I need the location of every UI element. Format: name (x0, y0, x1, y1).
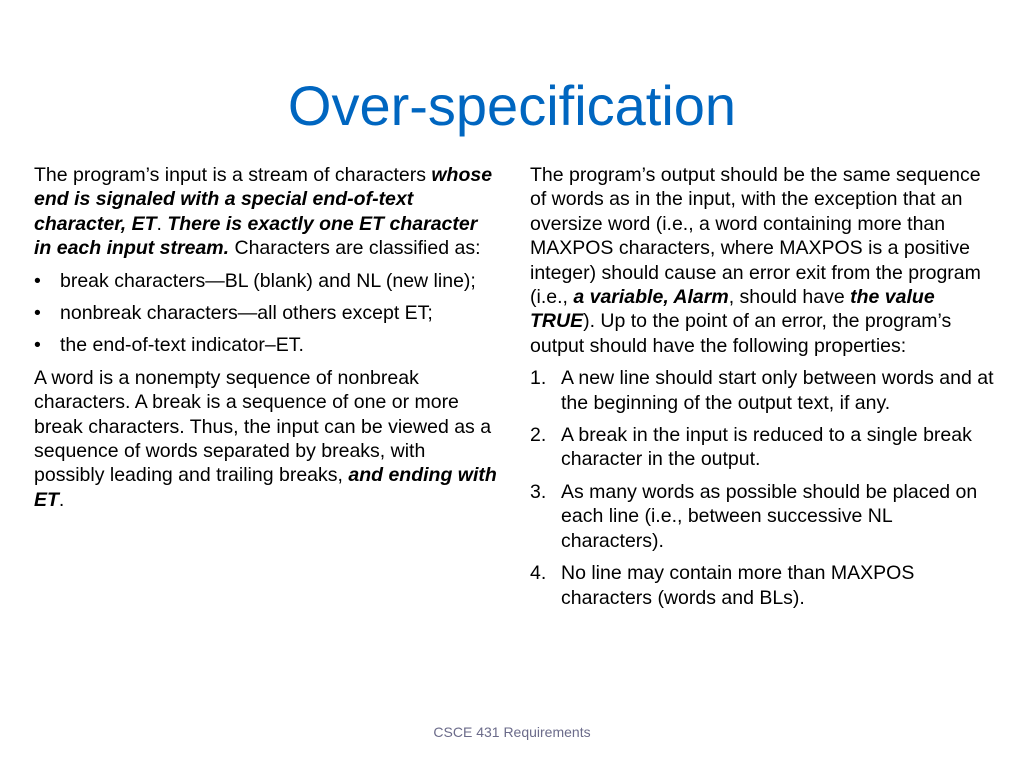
list-number: 1. (530, 367, 547, 390)
bullet-icon: • (34, 334, 41, 357)
list-item (530, 423, 995, 472)
text-run: Characters are classified as: (229, 237, 481, 260)
right-column (530, 163, 995, 618)
emphasis-run: whose end is signaled with a special end-of-text character, ET (34, 164, 493, 235)
list-item (34, 269, 499, 293)
list-item (530, 366, 995, 415)
output-properties-list (530, 366, 995, 610)
list-item-text: A new line should start only between words and at the beginning of the output text, if any. (561, 367, 994, 414)
output-description (530, 163, 995, 358)
list-item-text: break characters—BL (blank) and NL (new line); (60, 269, 476, 292)
bullet-icon: • (34, 269, 41, 292)
text-run: A word is a nonempty sequence of nonbreak characters. A break is a sequence of one or more break characters. Thus, the input can be viewed as a sequence of words separated by breaks, with possibly leading and trailing breaks, (34, 366, 492, 487)
list-number: 3. (530, 480, 547, 503)
list-item (34, 333, 499, 357)
list-item (530, 561, 995, 610)
text-run: The program’s input is a stream of characters (34, 164, 432, 186)
text-run: . (156, 212, 168, 235)
character-classes-list (34, 269, 499, 358)
emphasis-run: and ending with ET (34, 464, 497, 511)
list-item-text: No line may contain more than MAXPOS characters (words and BLs). (561, 562, 915, 609)
text-run: . (58, 488, 65, 511)
text-run: ). Up to the point of an error, the program’s output should have the following properties: (530, 310, 952, 357)
bullet-icon: • (34, 302, 41, 325)
input-description (34, 163, 499, 261)
list-number: 2. (530, 424, 547, 447)
slide-title: Over-specification (287, 74, 737, 137)
list-item (530, 480, 995, 553)
left-column (34, 163, 499, 520)
emphasis-run: a variable, Alarm (573, 286, 729, 309)
emphasis-run: There is exactly one ET character in each input stream. (34, 212, 478, 260)
list-item-text: As many words as possible should be placed on each line (i.e., between successive NL characters). (561, 480, 978, 552)
list-item-text: nonbreak characters—all others except ET; (60, 302, 433, 325)
list-item-text: the end-of-text indicator–ET. (60, 334, 304, 357)
word-definition (34, 366, 499, 512)
text-run: , should have (728, 286, 851, 309)
list-number: 4. (530, 562, 547, 585)
list-item-text: A break in the input is reduced to a single break character in the output. (561, 424, 972, 471)
list-item (34, 301, 499, 325)
text-run: The program’s output should be the same sequence of words as in the input, with the exception that an oversize word (i.e., a word containing more than MAXPOS characters, where MAXPOS is a positive integer) should cause an error exit from the program (i.e., (530, 164, 981, 309)
emphasis-run: the value TRUE (530, 286, 935, 333)
slide-footer: CSCE 431 Requirements (433, 724, 591, 740)
